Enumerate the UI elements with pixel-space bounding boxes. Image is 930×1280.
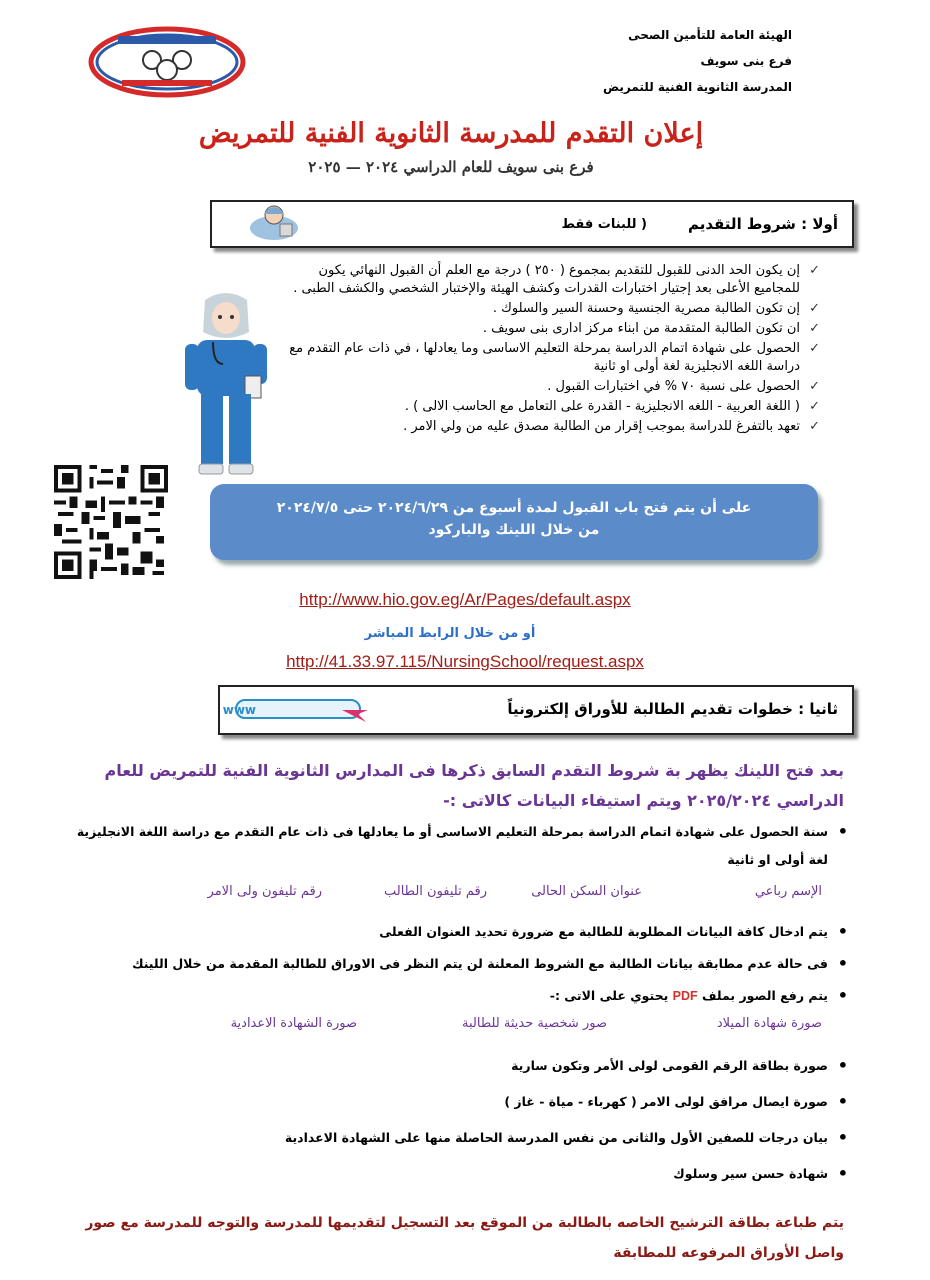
svg-text:www: www (222, 703, 256, 717)
qr-code[interactable] (54, 465, 168, 579)
org-line-1: الهيئة العامة للتأمين الصحى (628, 28, 792, 42)
condition-item: ✓ إن تكون الطالبة مصرية الجنسية وحسنة السير والسلوك . (492, 301, 820, 316)
nurse-avatar-icon (246, 202, 302, 240)
checkmark-icon: ✓ (809, 341, 820, 356)
checkmark-icon: ✓ (809, 399, 820, 414)
checkmark-icon: ✓ (809, 321, 820, 336)
condition-item: ✓ الحصول على نسبة ٧٠ % في اختبارات القبول . (547, 379, 820, 394)
photo-prep-certificate: صورة الشهادة الاعدادية (230, 1016, 357, 1031)
checkmark-icon: ✓ (809, 379, 820, 394)
condition-item: ✓ الحصول على شهادة اتمام الدراسة بمرحلة التعليم الاساسى وما يعادلها ، في ذات عام التقدم مع دراسة اللغه الانجليزية لغة أولى او ثانية (289, 341, 820, 374)
qr-code-icon (54, 465, 168, 579)
notice-line-2: من خلال اللينك والباركود (428, 522, 600, 538)
field-current-address: عنوان السكن الحالى (531, 884, 642, 899)
photo-birth-certificate: صورة شهادة الميلاد (716, 1016, 822, 1031)
checkmark-icon: ✓ (809, 301, 820, 316)
hio-logo-icon (88, 26, 246, 98)
upload-instruction-end: يحتوي على الاتى :- (549, 988, 669, 1003)
steps-list-2 (70, 916, 850, 1012)
nurse-illustration-icon (183, 292, 269, 480)
checkmark-icon: ✓ (809, 263, 820, 278)
photo-personal: صور شخصية حديثة للطالبة (462, 1016, 607, 1031)
section-steps-header (218, 685, 854, 735)
nursing-school-request-link[interactable]: http://41.33.97.115/NursingSchool/request.aspx (286, 652, 644, 671)
steps-intro-line-1: بعد فتح اللينك يظهر بة شروط التقدم السابق ذكرها فى المدارس الثانوية الفنية للتمريض للعام (104, 761, 844, 780)
condition-item: ✓ ان تكون الطالبة المتقدمة من ابناء مركز ادارى بنى سويف . (482, 321, 820, 336)
org-line-2: فرع بنى سويف (700, 54, 792, 68)
document-item: • صورة ايصال مرافق لولى الامر ( كهرباء - مياة - غاز ) (70, 1084, 850, 1120)
girls-only-note: ( للبنات فقط (561, 217, 647, 232)
steps-list-1 (70, 818, 850, 874)
direct-link-label: أو من خلال الرابط المباشر (364, 626, 536, 641)
notice-line-1: على أن يتم فتح باب القبول لمدة أسبوع من ٢٠٢٤/٦/٢٩ حتى ٢٠٢٤/٧/٥ (276, 500, 752, 516)
steps-intro (64, 756, 844, 816)
checkmark-icon: ✓ (809, 419, 820, 434)
admission-period-notice (210, 484, 818, 560)
condition-item: ✓ إن يكون الحد الدنى للقبول للتقديم بمجموع ( ٢٥٠ ) درجة مع العلم أن القبول النهائي يكون للمجاميع الأعلى بعد إجتيار اختبارات القدرات وكشف الهيئة والإختبار الشخصي والكشف الطبى . (293, 263, 820, 296)
organization-header (572, 22, 792, 100)
document-item: • بيان درجات للصفين الأول والثانى من نفس المدرسة الحاصلة منها على الشهادة الاعدادية (70, 1120, 850, 1156)
www-pointer-icon (222, 696, 374, 724)
step-item: • سنة الحصول على شهادة اتمام الدراسة بمرحلة التعليم الاساسى أو ما يعادلها فى ذات عام التقدم مع دراسة اللغة الانجليزية لغة أولى او ثانية (70, 818, 850, 874)
upload-instruction-start: يتم رفع الصور بملف (702, 988, 828, 1003)
org-line-3: المدرسة الثانوية الفنية للتمريض (603, 80, 792, 94)
condition-item: ✓ ( اللغة العربية - اللغه الانجليزية - القدرة على التعامل مع الحاسب الالى ) . (404, 399, 820, 414)
condition-item: ✓ تعهد بالتفرغ للدراسة بموجب إقرار من الطالبة مصدق عليه من ولي الامر . (403, 419, 820, 434)
footer-line-2: واصل الأوراق المرفوعه للمطابقة (613, 1245, 844, 1261)
section-conditions-header (210, 200, 854, 248)
hio-website-link[interactable]: http://www.hio.gov.eg/Ar/Pages/default.aspx (299, 590, 631, 609)
document-item: • شهادة حسن سير وسلوك (70, 1156, 850, 1192)
field-guardian-phone: رقم تليفون ولى الامر (207, 884, 322, 899)
steps-intro-line-2: الدراسي ٢٠٢٥/٢٠٢٤ ويتم استيفاء البيانات كالاتى :- (443, 791, 844, 810)
page-title: إعلان التقدم للمدرسة الثانوية الفنية للتمريض (198, 118, 704, 149)
documents-list (70, 1048, 850, 1192)
footer-line-1: يتم طباعة بطاقة الترشيح الخاصه بالطالبة من الموقع بعد التسجيل لتقديمها للمدرسة والتوجه للمدرسة مع صور (85, 1215, 844, 1231)
step-item (70, 980, 850, 1012)
field-student-phone: رقم تليفون الطالب (383, 884, 487, 899)
section-steps-title: ثانيا : خطوات تقديم الطالبة للأوراق إلكترونياً (507, 700, 838, 718)
footer-note (54, 1208, 844, 1268)
step-item: • يتم ادخال كافة البيانات المطلوبة للطالبة مع ضرورة تحديد العنوان الفعلى (70, 916, 850, 948)
section-conditions-title: أولا : شروط التقديم (687, 215, 838, 233)
page-subtitle: فرع بنى سويف للعام الدراسي ٢٠٢٤ — ٢٠٢٥ (308, 158, 594, 176)
document-item: • صورة بطاقة الرقم القومى لولى الأمر وتكون سارية (70, 1048, 850, 1084)
step-item: • فى حالة عدم مطابقة بيانات الطالبة مع الشروط المعلنة لن يتم النظر فى الاوراق للطالبة المقدمة من خلال اللينك (70, 948, 850, 980)
conditions-list (275, 262, 820, 438)
pdf-label: PDF (672, 989, 698, 1003)
field-full-name: الإسم رباعي (754, 884, 822, 899)
